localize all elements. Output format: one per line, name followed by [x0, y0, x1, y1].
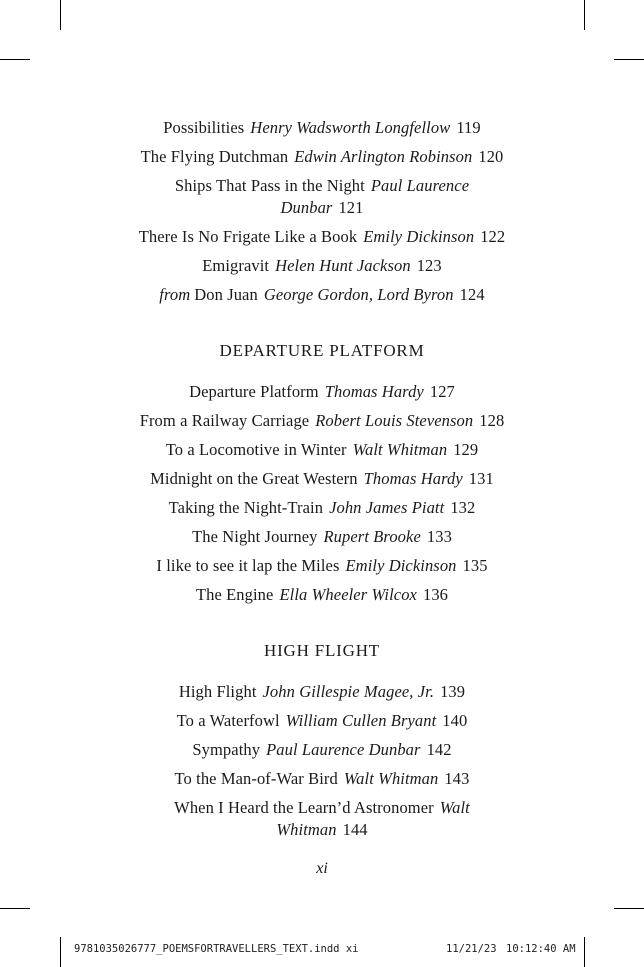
crop-mark [584, 937, 585, 967]
poem-author: John Gillespie Magee, Jr. [262, 682, 435, 701]
poem-title: Midnight on the Great Western [150, 469, 358, 488]
crop-mark [0, 59, 30, 60]
poem-author: Thomas Hardy [324, 382, 424, 401]
toc-entry[interactable] [100, 226, 544, 248]
toc-entry[interactable] [100, 146, 544, 168]
page-number: 131 [468, 469, 494, 488]
toc-entry[interactable] [100, 175, 544, 219]
poem-author: Emily Dickinson [363, 227, 475, 246]
toc-entry[interactable] [100, 797, 544, 841]
poem-author: Edwin Arlington Robinson [294, 147, 473, 166]
poem-title: There Is No Frigate Like a Book [138, 227, 358, 246]
poem-title: I like to see it lap the Miles [156, 556, 340, 575]
page-number: 123 [416, 256, 442, 275]
page-number: 140 [442, 711, 468, 730]
crop-mark [614, 908, 644, 909]
poem-title: Emigravit [202, 256, 270, 275]
page-number: 121 [338, 198, 364, 217]
page-number: 128 [479, 411, 505, 430]
page-folio: xi [316, 860, 328, 877]
page-number: 120 [478, 147, 504, 166]
toc-entry[interactable] [100, 284, 544, 306]
poem-author: Robert Louis Stevenson [315, 411, 474, 430]
poem-title: Possibilities [163, 118, 245, 137]
poem-author: Walt Whitman [343, 769, 439, 788]
toc-entry[interactable] [100, 439, 544, 461]
page-number: 127 [429, 382, 455, 401]
page-number: 132 [450, 498, 476, 517]
poem-author: Helen Hunt Jackson [275, 256, 411, 275]
page-number: 142 [426, 740, 452, 759]
toc-entry[interactable] [100, 410, 544, 432]
toc-entry[interactable] [100, 768, 544, 790]
poem-prefix: from [159, 285, 191, 304]
section-heading: HIGH FLIGHT [264, 641, 380, 660]
poem-author-continued: Dunbar [280, 198, 333, 217]
page-number: 119 [456, 118, 481, 137]
poem-title: The Engine [195, 585, 274, 604]
crop-mark [60, 937, 61, 967]
poem-title: Don Juan [194, 285, 258, 304]
poem-title: The Flying Dutchman [140, 147, 289, 166]
poem-title: To a Waterfowl [176, 711, 280, 730]
page-number: 133 [426, 527, 452, 546]
toc-entry[interactable] [100, 710, 544, 732]
toc-entry[interactable] [100, 117, 544, 139]
poem-author: William Cullen Bryant [285, 711, 437, 730]
poem-author-continued: Whitman [276, 820, 337, 839]
poem-title: From a Railway Carriage [139, 411, 310, 430]
poem-title: To the Man-of-War Bird [174, 769, 338, 788]
poem-author: Paul Laurence [370, 176, 470, 195]
poem-author: Walt Whitman [352, 440, 448, 459]
poem-title: High Flight [178, 682, 257, 701]
page-number: 136 [422, 585, 449, 604]
poem-title: To a Locomotive in Winter [165, 440, 347, 459]
slug-date: 11/21/23 [446, 943, 497, 955]
toc-entry[interactable] [100, 555, 544, 577]
poem-author: Rupert Brooke [323, 527, 421, 546]
poem-author: Paul Laurence Dunbar [266, 740, 421, 759]
page-number: 124 [459, 285, 485, 304]
poem-author: Thomas Hardy [363, 469, 463, 488]
toc-entry[interactable] [100, 526, 544, 548]
toc-entry[interactable] [100, 497, 544, 519]
toc-entry[interactable] [100, 255, 544, 277]
poem-title: Ships That Pass in the Night [174, 176, 365, 195]
poem-author: George Gordon, Lord Byron [263, 285, 454, 304]
toc-entry[interactable] [100, 381, 544, 403]
poem-title: Sympathy [192, 740, 261, 759]
section-heading: DEPARTURE PLATFORM [219, 341, 425, 360]
poem-title: The Night Journey [192, 527, 318, 546]
poem-author: John James Piatt [329, 498, 445, 517]
toc-entry[interactable] [100, 584, 544, 606]
page-number: 144 [342, 820, 368, 839]
slug-time: 10:12:40 AM [506, 943, 576, 955]
page-number: 129 [453, 440, 479, 459]
crop-mark [0, 908, 30, 909]
poem-author: Emily Dickinson [345, 556, 457, 575]
poem-author: Walt [439, 798, 470, 817]
poem-author: Henry Wadsworth Longfellow [250, 118, 451, 137]
page-number: 122 [480, 227, 506, 246]
slug-filename: 9781035026777_POEMSFORTRAVELLERS_TEXT.indd xi [74, 943, 359, 955]
poem-title: Taking the Night-Train [168, 498, 324, 517]
toc-entry[interactable] [100, 681, 544, 703]
poem-author: Ella Wheeler Wilcox [279, 585, 417, 604]
toc-entry[interactable] [100, 739, 544, 761]
crop-mark [584, 0, 585, 30]
page-number: 139 [440, 682, 466, 701]
poem-title: When I Heard the Learn’d Astronomer [174, 798, 434, 817]
toc-entry[interactable] [100, 468, 544, 490]
crop-mark [614, 59, 644, 60]
poem-title: Departure Platform [189, 382, 319, 401]
page-number: 143 [444, 769, 470, 788]
page-number: 135 [462, 556, 488, 575]
crop-mark [60, 0, 61, 30]
